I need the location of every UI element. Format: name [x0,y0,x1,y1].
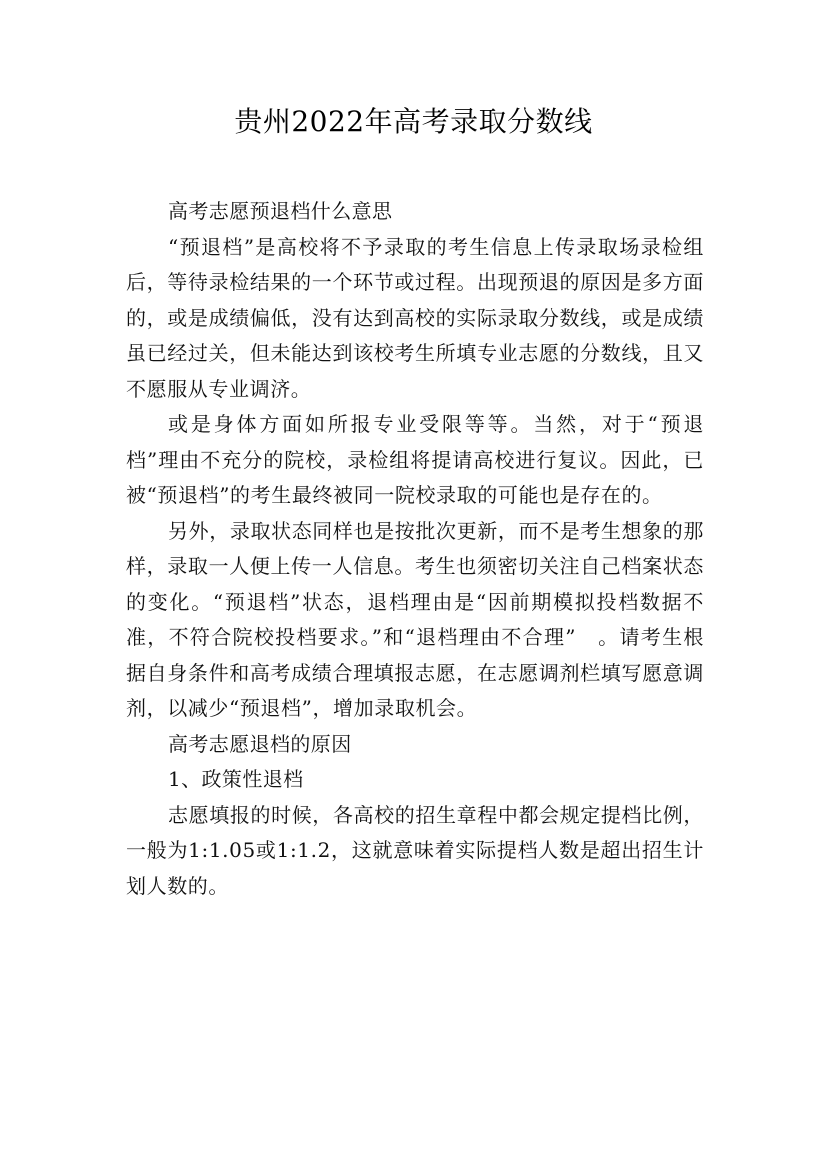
paragraph-definition: “预退档”是高校将不予录取的考生信息上传录取场录检组后，等待录检结果的一个环节或过程。出现预退的原因是多方面的，或是成绩偏低，没有达到高校的实际录取分数线，或是成绩虽已经过关，但未能达到该校考生所填专业志愿的分数线，且又不愿服从专业调济。 [126,234,704,401]
section-heading-pre-withdrawal: 高考志愿预退档什么意思 [168,199,393,223]
paragraph-admission-ratio: 志愿填报的时候，各高校的招生章程中都会规定提档比例，一般为1:1.05或1:1.2，这就意味着实际提档人数是超出招生计划人数的。 [126,802,704,898]
section-heading-withdrawal-reasons: 高考志愿退档的原因 [168,731,352,756]
document-body [126,194,704,904]
subheading-policy-withdrawal: 1、政策性退档 [168,767,304,791]
document-title: 贵州2022年高考录取分数线 [234,105,593,138]
paragraph-status-updates: 另外，录取状态同样也是按批次更新，而不是考生想象的那样，录取一人便上传一人信息。考生也须密切关注自己档案状态的变化。“预退档”状态，退档理由是“因前期模拟投档数据不准，不符合院校投档要求。”和“退档理由不合理” 。请考生根据自身条件和高考成绩合理填报志愿，在志愿调剂栏填写愿意调剂，以减少“预退档”，增加录取机会。 [126,518,704,720]
paragraph-physical-restrictions: 或是身体方面如所报专业受限等等。当然，对于“预退档”理由不充分的院校，录检组将提请高校进行复议。因此，已被“预退档”的考生最终被同一院校录取的可能也是存在的。 [126,412,704,507]
